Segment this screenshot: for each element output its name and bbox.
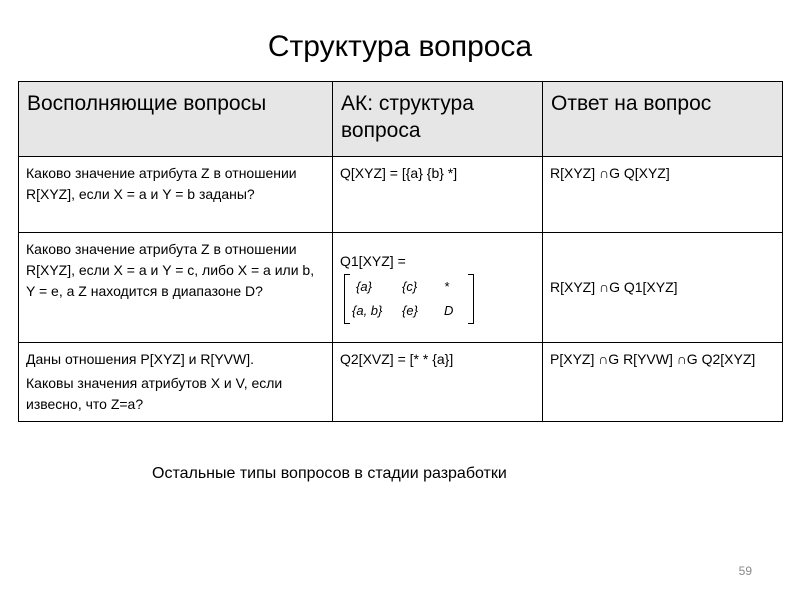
header-answer-label: Ответ на вопрос [551,92,712,115]
table-header-row [19,82,783,157]
matrix-cell: * [444,279,450,294]
matrix-cell: D [444,303,454,318]
structure-label: Q1[XYZ] = [340,253,406,269]
answer-cell [543,157,783,233]
footer-note: Остальные типы вопросов в стадии разработки [152,465,507,482]
header-answer [543,82,783,157]
slide-title: Структура вопроса [267,30,533,63]
structure-cell [333,233,543,343]
matrix-left-bracket [344,274,350,324]
question-text: Каково значение атрибута Z в отношении R[XYZ], если X = a и Y = b заданы? [26,165,297,202]
header-questions [19,82,333,157]
matrix-right-bracket [468,274,474,324]
matrix-cell: {a, b} [352,303,383,318]
table-row [19,157,783,233]
answer-cell [543,233,783,343]
question-cell [19,233,333,343]
question-structure-table [18,81,783,422]
page-number: 59 [738,564,752,578]
question-text: Каково значение атрибута Z в отношении R[XYZ], если X = a и Y = c, либо X = a или b, Y = e, а Z находится в диапазоне D? [26,241,315,299]
question-cell [19,157,333,233]
answer-text: R[XYZ] ∩G Q1[XYZ] [550,279,678,295]
answer-text: P[XYZ] ∩G R[YVW] ∩G Q2[XYZ] [550,351,756,367]
matrix-cell: {e} [402,303,418,318]
question-cell [19,343,333,422]
header-structure [333,82,543,157]
structure-text: Q2[XVZ] = [* * {a}] [340,351,454,367]
header-questions-label: Восполняющие вопросы [27,92,267,115]
answer-text: R[XYZ] ∩G Q[XYZ] [550,165,670,181]
question-text-line: Каковы значения атрибутов X и V, если извесно, что Z=a? [26,375,283,412]
structure-text: Q[XYZ] = [{a} {b} *] [340,165,458,181]
query-matrix [344,272,474,324]
structure-cell [333,343,543,422]
question-text-line: Даны отношения P[XYZ] и R[YVW]. [26,351,255,367]
table-row [19,233,783,343]
answer-cell [543,343,783,422]
matrix-cell: {a} [356,279,372,294]
header-structure-label: АК: структура вопроса [341,92,474,142]
table-row [19,343,783,422]
matrix-cell: {c} [402,279,418,294]
structure-cell [333,157,543,233]
